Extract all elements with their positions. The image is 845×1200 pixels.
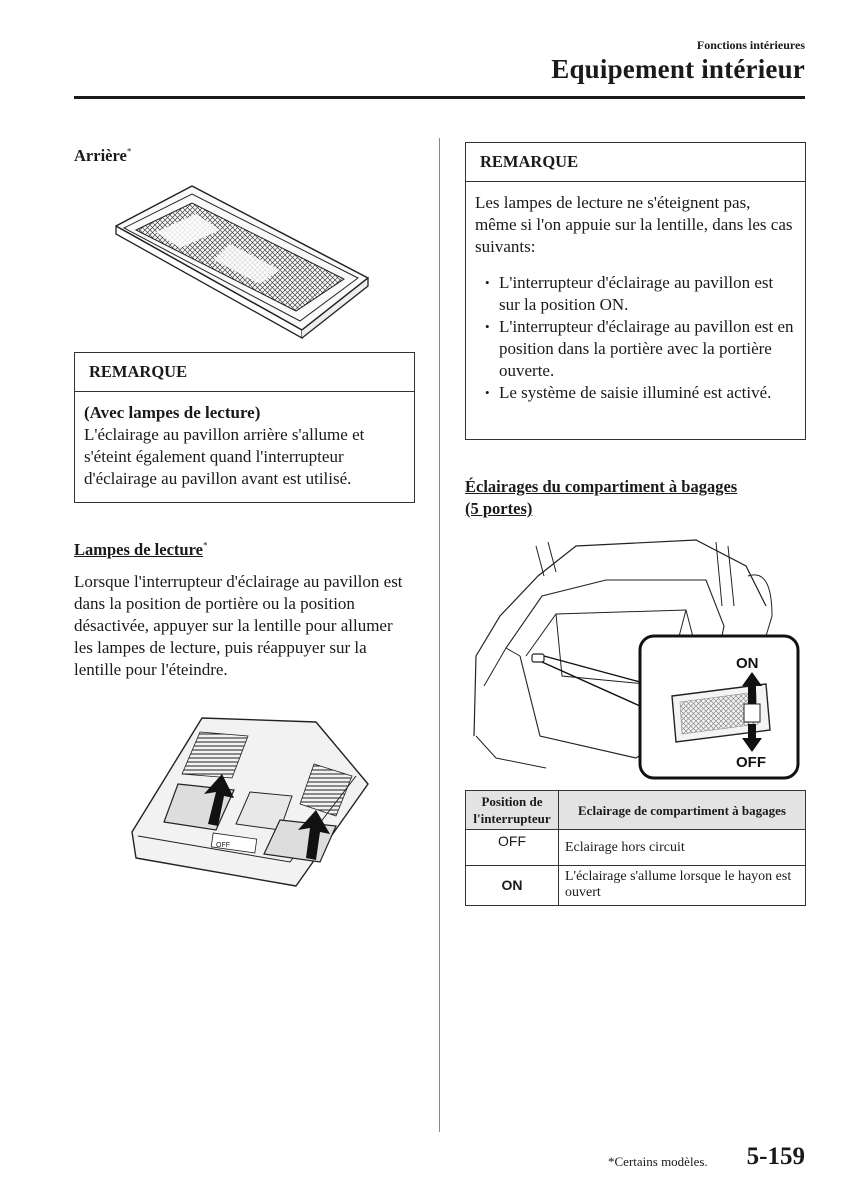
reading-lamps-text: Lorsque l'interrupteur d'éclairage au pavillon est dans la position de portière ou la position désactivée, appuyer sur la lentille pour allumer les lampes de lecture, puis réappuyer sur la lentille pour l'éteindre.: [74, 572, 403, 679]
note-text: L'éclairage au pavillon arrière s'allume et s'éteint également quand l'interrupteur d'éclairage au pavillon avant est utilisé.: [84, 425, 365, 488]
page-number: 5-159: [746, 1143, 805, 1170]
note-box-reading: [465, 142, 806, 440]
table-cell-description: L'éclairage s'allume lorsque le hayon est ouvert: [559, 866, 806, 906]
cargo-heading-line1: Éclairages du compartiment à bagages: [465, 477, 738, 496]
footer-note: *Certains modèles.: [608, 1154, 708, 1169]
note-box-rear: [74, 352, 415, 503]
reading-heading-star: *: [202, 540, 208, 551]
reading-heading-text: Lampes de lecture: [74, 540, 203, 559]
cargo-heading: [465, 476, 737, 520]
note-body: [75, 392, 414, 502]
column-divider: [439, 138, 440, 1132]
table-header-row: [466, 791, 806, 830]
cargo-light-illustration: [466, 536, 806, 784]
off-label: OFF: [736, 754, 766, 771]
note-bullet: • L'interrupteur d'éclairage au pavillon est sur la position ON.: [475, 272, 796, 316]
note-head: REMARQUE: [75, 353, 414, 392]
note-intro: Les lampes de lecture ne s'éteignent pas, même si l'on appuie sur la lentille, dans les cas suivants:: [475, 193, 793, 256]
note-subhead: (Avec lampes de lecture): [84, 403, 261, 422]
table-cell-position: OFF: [466, 830, 559, 866]
rear-heading-text: Arrière: [74, 146, 127, 165]
reading-lamps-heading: [74, 540, 207, 560]
page-title: Equipement intérieur: [551, 54, 805, 84]
front-console-illustration: [130, 712, 376, 888]
on-label: ON: [736, 655, 759, 672]
rear-heading: [74, 146, 131, 166]
table-cell-position: ON: [466, 866, 559, 906]
section-label: Fonctions intérieures: [696, 38, 805, 52]
rear-dome-lamp-illustration: [110, 180, 380, 340]
table-header-lighting: Eclairage de compartiment à bagages: [559, 791, 806, 830]
table-row: [466, 866, 806, 906]
note-body: [466, 182, 805, 416]
table-cell-description: Eclairage hors circuit: [559, 830, 806, 866]
rear-heading-star: *: [126, 146, 132, 157]
header-rule: [74, 96, 805, 99]
note-bullet-list: [475, 272, 796, 404]
note-bullet: • L'interrupteur d'éclairage au pavillon est en position dans la portière avec la portière ouverte.: [475, 316, 796, 382]
note-head: REMARQUE: [466, 143, 805, 182]
table-header-position: Position de l'interrupteur: [466, 791, 559, 830]
cargo-heading-line2: (5 portes): [465, 499, 533, 518]
table-row: [466, 830, 806, 866]
console-off-label: OFF: [216, 842, 230, 849]
cargo-light-table: [465, 790, 806, 906]
note-bullet: • Le système de saisie illuminé est activé.: [475, 382, 796, 404]
